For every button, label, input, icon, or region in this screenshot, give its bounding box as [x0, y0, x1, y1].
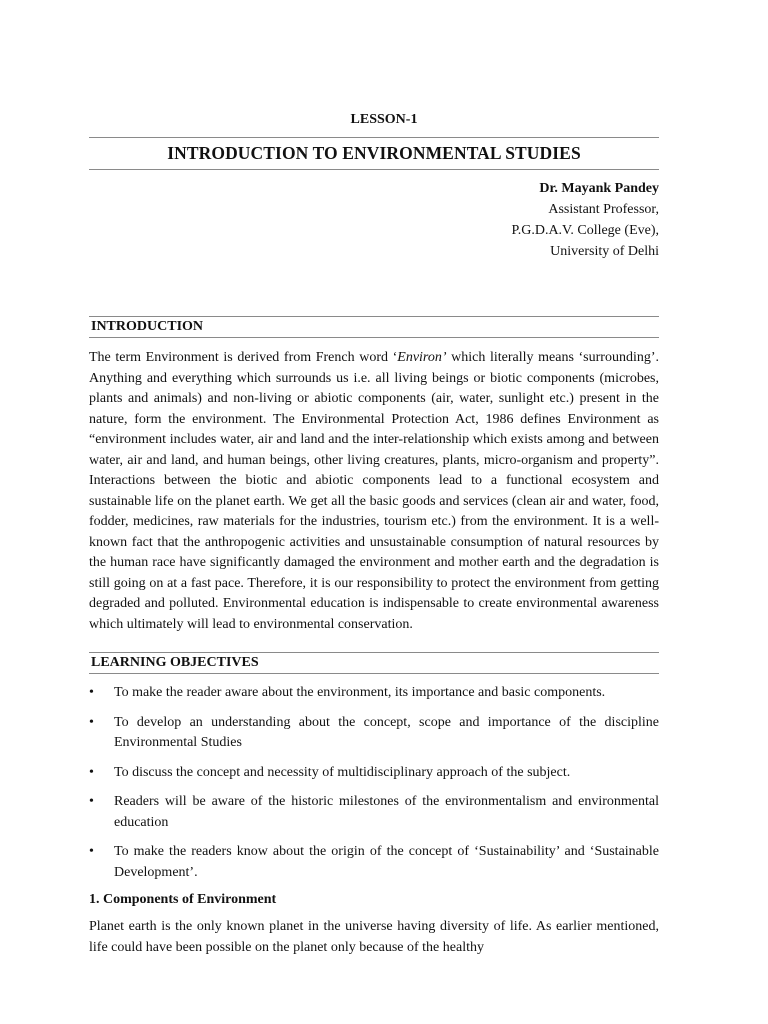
page-title: INTRODUCTION TO ENVIRONMENTAL STUDIES	[167, 143, 581, 163]
introduction-heading: INTRODUCTION	[91, 319, 204, 334]
list-item-text: To make the readers know about the origin of the concept of ‘Sustainability’ and ‘Sustainable Development’.	[114, 844, 659, 880]
introduction-text-start: The term Environment is derived from French word ‘	[89, 350, 398, 365]
bullet-icon: •	[89, 844, 94, 859]
section-1-paragraph: Planet earth is the only known planet in the universe having diversity of life. As earlier mentioned, life could have been possible on the planet only because of the healthy	[89, 919, 659, 955]
list-item	[89, 792, 659, 833]
list-item	[89, 842, 659, 883]
bullet-icon: •	[89, 714, 94, 730]
introduction-heading-block	[89, 316, 659, 338]
introduction-italic-word: Environ’	[397, 350, 447, 365]
list-item	[89, 763, 659, 784]
list-item	[89, 683, 659, 704]
author-position: Assistant Professor,	[548, 202, 659, 217]
author-college: P.G.D.A.V. College (Eve),	[511, 223, 659, 238]
author-name: Dr. Mayank Pandey	[539, 181, 659, 196]
page-content	[89, 112, 659, 958]
title-rule-bottom	[89, 169, 659, 170]
introduction-paragraph	[89, 348, 659, 635]
list-item-text: To develop an understanding about the concept, scope and importance of the discipline Environmental Studies	[114, 714, 659, 750]
section-1-heading: 1. Components of Environment	[89, 892, 277, 907]
title-rule-top	[89, 137, 659, 138]
objectives-rule-bottom	[89, 673, 659, 674]
list-item-text: To discuss the concept and necessity of multidisciplinary approach of the subject.	[114, 764, 571, 780]
list-item-text: Readers will be aware of the historic milestones of the environmentalism and environmental education	[114, 794, 659, 830]
objectives-list	[89, 683, 659, 883]
bullet-icon: •	[89, 764, 94, 780]
author-block	[89, 178, 659, 262]
lesson-label: LESSON-1	[350, 112, 418, 127]
introduction-text-rest: which literally means ‘surrounding’. Anything and everything which surrounds us i.e. all living beings or biotic components (microbes, plants and animals) and non-living or abiotic components (air, water, sunlight etc.) present in the nature, form the environment. The Environmental Protection Act, 1986 defines Environment as “environment includes water, air and land and the inter-relationship which exists among and between water, air and land, and human beings, other living creatures, plants, micro-organism and property”. Interactions between the biotic and abiotic components lead to a functional ecosystem and sustainable life on the planet earth. We get all the basic goods and services (clean air and water, food, fodder, medicines, raw materials for the industries, tourism etc.) from the environment. It is a well-known fact that the anthropogenic activities and unsustainable consumption of natural resources by the human race have significantly damaged the environment and mother earth and the degradation is still going on at a fast pace. Therefore, it is our responsibility to protect the environment from getting degraded and polluted. Environmental education is indispensable to create environmental awareness which ultimately will lead to environmental conservation.	[89, 350, 659, 632]
objectives-heading-block	[89, 652, 659, 674]
list-item	[89, 713, 659, 754]
author-university: University of Delhi	[550, 244, 659, 259]
bullet-icon: •	[89, 794, 94, 809]
bullet-icon: •	[89, 685, 94, 700]
objectives-heading: LEARNING OBJECTIVES	[91, 655, 259, 670]
list-item-text: To make the reader aware about the environment, its importance and basic components.	[114, 685, 606, 700]
introduction-rule-bottom	[89, 337, 659, 338]
